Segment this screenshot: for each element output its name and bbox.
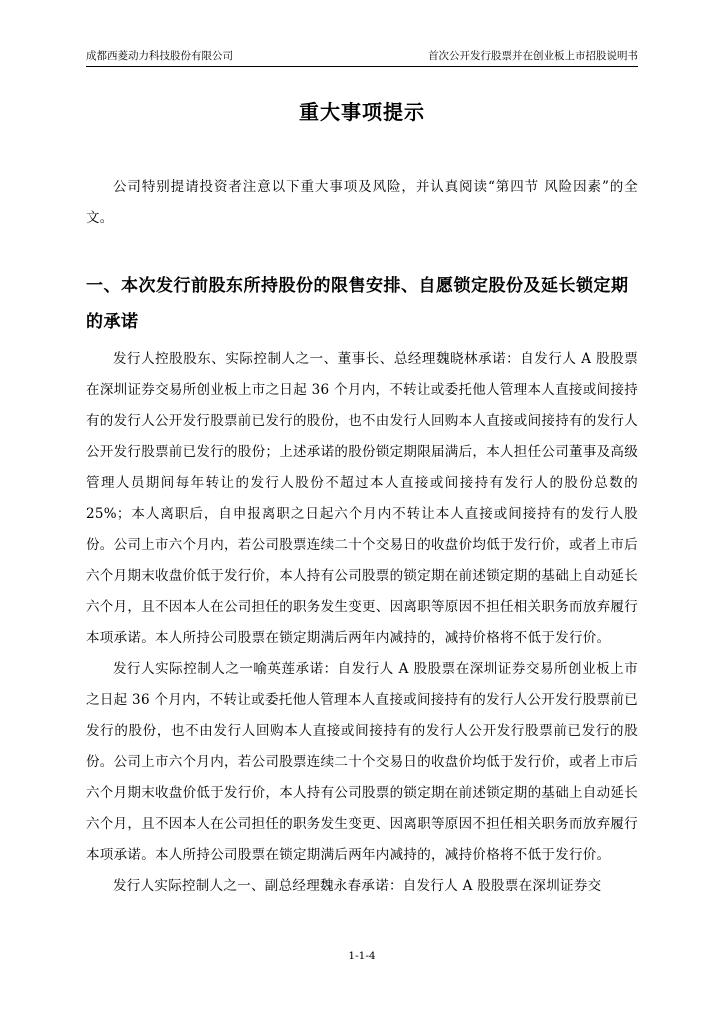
paragraph-wei-xiaolin: 发行人控股股东、实际控制人之一、董事长、总经理魏晓林承诺：自发行人 A 股股票在深圳证券交易所创业板上市之日起 36 个月内，不转让或委托他人管理本人直接或间接持有的发行人公开发行股票前已发行的股份，也不由发行人回购本人直接或间接持有的发行人公开发行股票前已发行的股份；上述承诺的股份锁定期限届满后，本人担任公司董事及高级管理人员期间每年转让的发行人股份不超过本人直接或间接持有发行人的股份总数的 25%；本人离职后，自申报离职之日起六个月内不转让本人直接或间接持有的发行人股份。公司上市六个月内，若公司股票连续二十个交易日的收盘价均低于发行价，或者上市后六个月期末收盘价低于发行价，本人持有公司股票的锁定期在前述锁定期的基础上自动延长六个月，且不因本人在公司担任的职务发生变更、因离职等原因不担任相关职务而放弃履行本项承诺。本人所持公司股票在锁定期满后两年内减持的，减持价格将不低于发行价。: [86, 351, 638, 646]
page-title: 重大事项提示: [299, 100, 425, 124]
page-number: 1-1-4: [348, 950, 376, 962]
section-body: [86, 344, 638, 902]
intro-section: [86, 172, 638, 234]
header-document-title: 首次公开发行股票并在创业板上市招股说明书: [428, 50, 638, 62]
intro-paragraph: 公司特别提请投资者注意以下重大事项及风险，并认真阅读“第四节 风险因素”的全文。: [86, 179, 638, 226]
page-header: [86, 48, 638, 67]
paragraph-wei-yongchun: 发行人实际控制人之一、副总经理魏永春承诺：自发行人 A 股股票在深圳证券交: [113, 878, 602, 894]
section-heading: 一、本次发行前股东所持股份的限售安排、自愿锁定股份及延长锁定期的承诺: [86, 276, 629, 332]
header-company-name: 成都西菱动力科技股份有限公司: [86, 50, 233, 62]
paragraph-yu-yinglian: 发行人实际控制人之一喻英莲承诺：自发行人 A 股股票在深圳证券交易所创业板上市之日起 36 个月内，不转让或委托他人管理本人直接或间接持有的发行人公开发行股票前已发行的股份，也不由发行人回购本人直接或间接持有的发行人公开发行股票前已发行的股份。公司上市六个月内，若公司股票连续二十个交易日的收盘价均低于发行价，或者上市后六个月期末收盘价低于发行价，本人持有公司股票的锁定期在前述锁定期的基础上自动延长六个月，且不因本人在公司担任的职务发生变更、因离职等原因不担任相关职务而放弃履行本项承诺。本人所持公司股票在锁定期满后两年内减持的，减持价格将不低于发行价。: [86, 661, 638, 863]
